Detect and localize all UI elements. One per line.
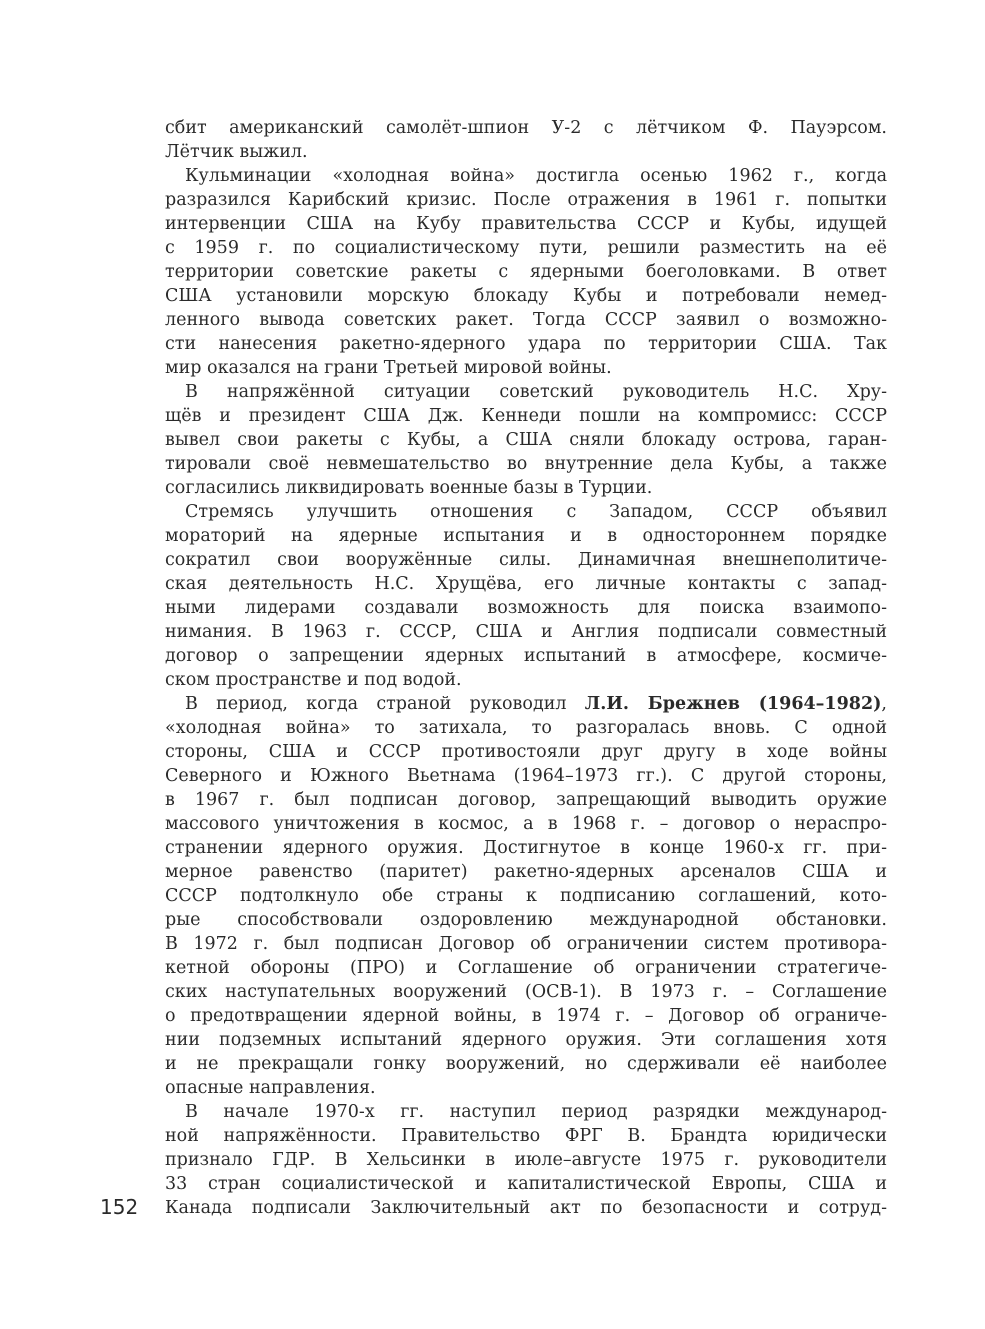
text-line: ских наступательных вооружений (ОСВ-1). В 1973 г. – Соглашение <box>165 982 887 1002</box>
text-line: 33 стран социалистической и капиталистической Европы, США и <box>165 1174 887 1194</box>
text-line: рые способствовали оздоровлению международной обстановки. <box>165 910 887 930</box>
text-line: Северного и Южного Вьетнама (1964–1973 гг.). С другой стороны, <box>165 766 887 786</box>
text-line: сократил свои вооружённые силы. Динамичная внешнеполитиче- <box>165 550 887 570</box>
paragraph <box>165 164 887 380</box>
text-line: ская деятельность Н.С. Хрущёва, его личные контакты с запад- <box>165 574 887 594</box>
paragraph <box>165 1100 887 1220</box>
text-line: кетной обороны (ПРО) и Соглашение об ограничении стратегиче- <box>165 958 887 978</box>
text-line: опасные направления. <box>165 1078 376 1098</box>
text-line: мораторий на ядерные испытания и в одностороннем порядке <box>165 526 887 546</box>
text-line: нимания. В 1963 г. СССР, США и Англия подписали совместный <box>165 622 887 642</box>
text-line: разразился Карибский кризис. После отражения в 1961 г. попытки <box>165 190 887 210</box>
paragraph <box>165 116 887 164</box>
text-segment: , <box>881 694 887 714</box>
text-line: согласились ликвидировать военные базы в Турции. <box>165 478 653 498</box>
text-line: стороны, США и СССР противостояли друг другу в ходе войны <box>165 742 887 762</box>
text-line: щёв и президент США Дж. Кеннеди пошли на компромисс: СССР <box>165 406 887 426</box>
text-line: «холодная война» то затихала, то разгоралась вновь. С одной <box>165 718 887 738</box>
text-line: СССР подтолкнуло обе страны к подписанию соглашений, кото- <box>165 886 887 906</box>
text-line: ными лидерами создавали возможность для поиска взаимопо- <box>165 598 887 618</box>
text-line: мерное равенство (паритет) ракетно-ядерных арсеналов США и <box>165 862 887 882</box>
text-line: о предотвращении ядерной войны, в 1974 г. – Договор об ограниче- <box>165 1006 887 1026</box>
text-line: вывел свои ракеты с Кубы, а США сняли блокаду острова, гаран- <box>165 430 887 450</box>
page-number: 152 <box>100 1195 139 1219</box>
text-line: мир оказался на грани Третьей мировой войны. <box>165 358 612 378</box>
text-line: ском пространстве и под водой. <box>165 670 462 690</box>
text-line: массового уничтожения в космос, а в 1968 г. – договор о нераспро- <box>165 814 887 834</box>
text-line: странении ядерного оружия. Достигнутое в конце 1960-х гг. при- <box>165 838 887 858</box>
text-line: интервенции США на Кубу правительства СССР и Кубы, идущей <box>165 214 887 234</box>
text-line: тировали своё невмешательство во внутренние дела Кубы, а также <box>165 454 887 474</box>
paragraph <box>165 380 887 500</box>
text-line: признало ГДР. В Хельсинки в июле–августе 1975 г. руководители <box>165 1150 887 1170</box>
text-line: ленного вывода советских ракет. Тогда СССР заявил о возможно- <box>165 310 887 330</box>
paragraph <box>165 692 887 1100</box>
text-line: Канада подписали Заключительный акт по безопасности и сотруд- <box>165 1198 887 1218</box>
page-body-text <box>165 116 887 1220</box>
text-line: Кульминации «холодная война» достигла осенью 1962 г., когда <box>185 166 887 186</box>
text-segment: В период, когда страной руководил <box>185 694 585 714</box>
paragraph <box>165 500 887 692</box>
text-line: Стремясь улучшить отношения с Западом, СССР объявил <box>185 502 887 522</box>
text-line: ной напряжённости. Правительство ФРГ В. Брандта юридически <box>165 1126 887 1146</box>
text-line: В напряжённой ситуации советский руководитель Н.С. Хру- <box>185 382 887 402</box>
text-line: сбит американский самолёт-шпион У-2 с лётчиком Ф. Пауэрсом. <box>165 118 887 138</box>
text-line: в 1967 г. был подписан договор, запрещающий выводить оружие <box>165 790 887 810</box>
text-line: территории советские ракеты с ядерными боеголовками. В ответ <box>165 262 887 282</box>
text-line: с 1959 г. по социалистическому пути, решили разместить на её <box>165 238 887 258</box>
text-line: В начале 1970-х гг. наступил период разрядки международ- <box>185 1102 887 1122</box>
text-line: и не прекращали гонку вооружений, но сдерживали её наиболее <box>165 1054 887 1074</box>
text-line: США установили морскую блокаду Кубы и потребовали немед- <box>165 286 887 306</box>
text-line: Лётчик выжил. <box>165 142 308 162</box>
text-line <box>165 692 887 716</box>
bold-name-dates: Л.И. Брежнев (1964–1982) <box>584 694 882 714</box>
text-line: В 1972 г. был подписан Договор об ограничении систем противора- <box>165 934 887 954</box>
text-line: сти нанесения ракетно-ядерного удара по территории США. Так <box>165 334 887 354</box>
text-line: договор о запрещении ядерных испытаний в атмосфере, космиче- <box>165 646 887 666</box>
text-line: нии подземных испытаний ядерного оружия. Эти соглашения хотя <box>165 1030 887 1050</box>
